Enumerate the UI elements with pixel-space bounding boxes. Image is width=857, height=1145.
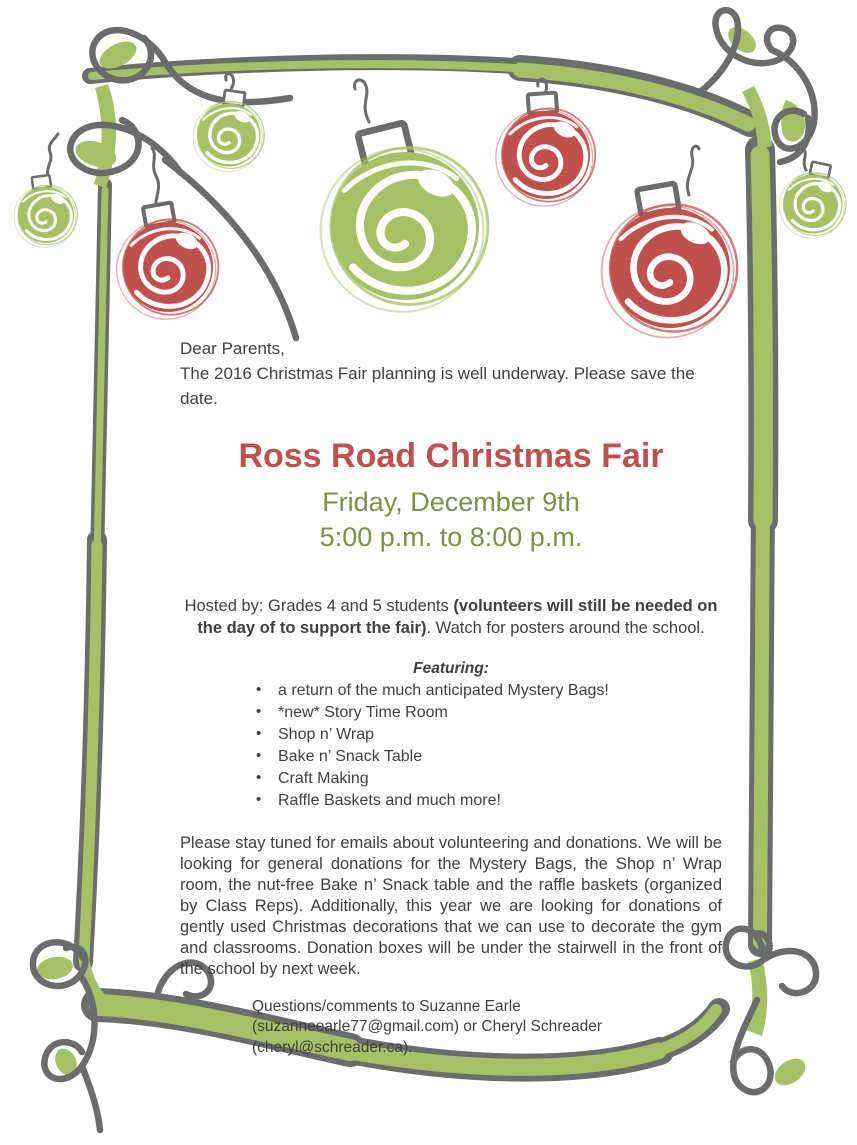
intro-line: The 2016 Christmas Fair planning is well underway. Please save the date.: [180, 364, 695, 408]
greeting-line: Dear Parents,: [180, 339, 285, 358]
ornament-green-small-right: [779, 162, 846, 239]
featuring-label: Featuring:: [413, 660, 489, 677]
hosted-prefix: Hosted by: Grades 4 and 5 students: [184, 597, 454, 615]
event-datetime: [180, 485, 722, 555]
hosted-suffix: . Watch for posters around the school.: [426, 619, 705, 637]
feature-list: [180, 682, 722, 809]
list-item: • Bake n’ Snack Table: [278, 748, 722, 765]
event-title: Ross Road Christmas Fair: [238, 437, 664, 475]
ornament-green-small-left: [14, 175, 77, 248]
list-item: • Craft Making: [278, 770, 722, 787]
greeting-block: [180, 336, 722, 411]
corner-flourish-bottom-right: [726, 929, 816, 1092]
ornament-green-large-center: [321, 123, 488, 312]
list-item: • *new* Story Time Room: [278, 704, 722, 721]
ornament-red-medium-left: [117, 202, 219, 319]
hosted-by-paragraph: [180, 595, 722, 639]
ornament-strings: [48, 74, 806, 220]
event-date: Friday, December 9th: [322, 487, 580, 517]
ornament-red-medium: [496, 93, 595, 206]
hosted-bold: (volunteers will still be needed on the day of to support the fair): [197, 597, 718, 637]
list-item: • Raffle Baskets and much more!: [278, 792, 722, 809]
flyer-content: [180, 336, 722, 1074]
event-time: 5:00 p.m. to 8:00 p.m.: [319, 522, 583, 552]
details-paragraph: Please stay tuned for emails about volunteering and donations. We will be looking for general donations for the Mystery Bags, the Shop n’ Wrap room, the nut-free Bake n’ Snack table and the raffle baskets (organized by Class Reps). Additionally, this year we are looking for donations of gently used Christmas decorations that we can use to decorate the gym and classrooms. Donation boxes will be under the stairwell in the front of the school by next week.: [180, 834, 722, 978]
ornament-red-large-right: [602, 183, 738, 337]
list-item: • Shop n’ Wrap: [278, 726, 722, 743]
corner-flourish-top-left: [70, 30, 296, 338]
list-item: • a return of the much anticipated Mystery Bags!: [278, 682, 722, 699]
ornament-green-small: [193, 90, 264, 172]
corner-flourish-top-right: [700, 10, 815, 162]
contact-line: Questions/comments to Suzanne Earle (suzanneearle77@gmail.com) or Cheryl Schreader (cheryl@schreader.ca).: [252, 997, 602, 1056]
